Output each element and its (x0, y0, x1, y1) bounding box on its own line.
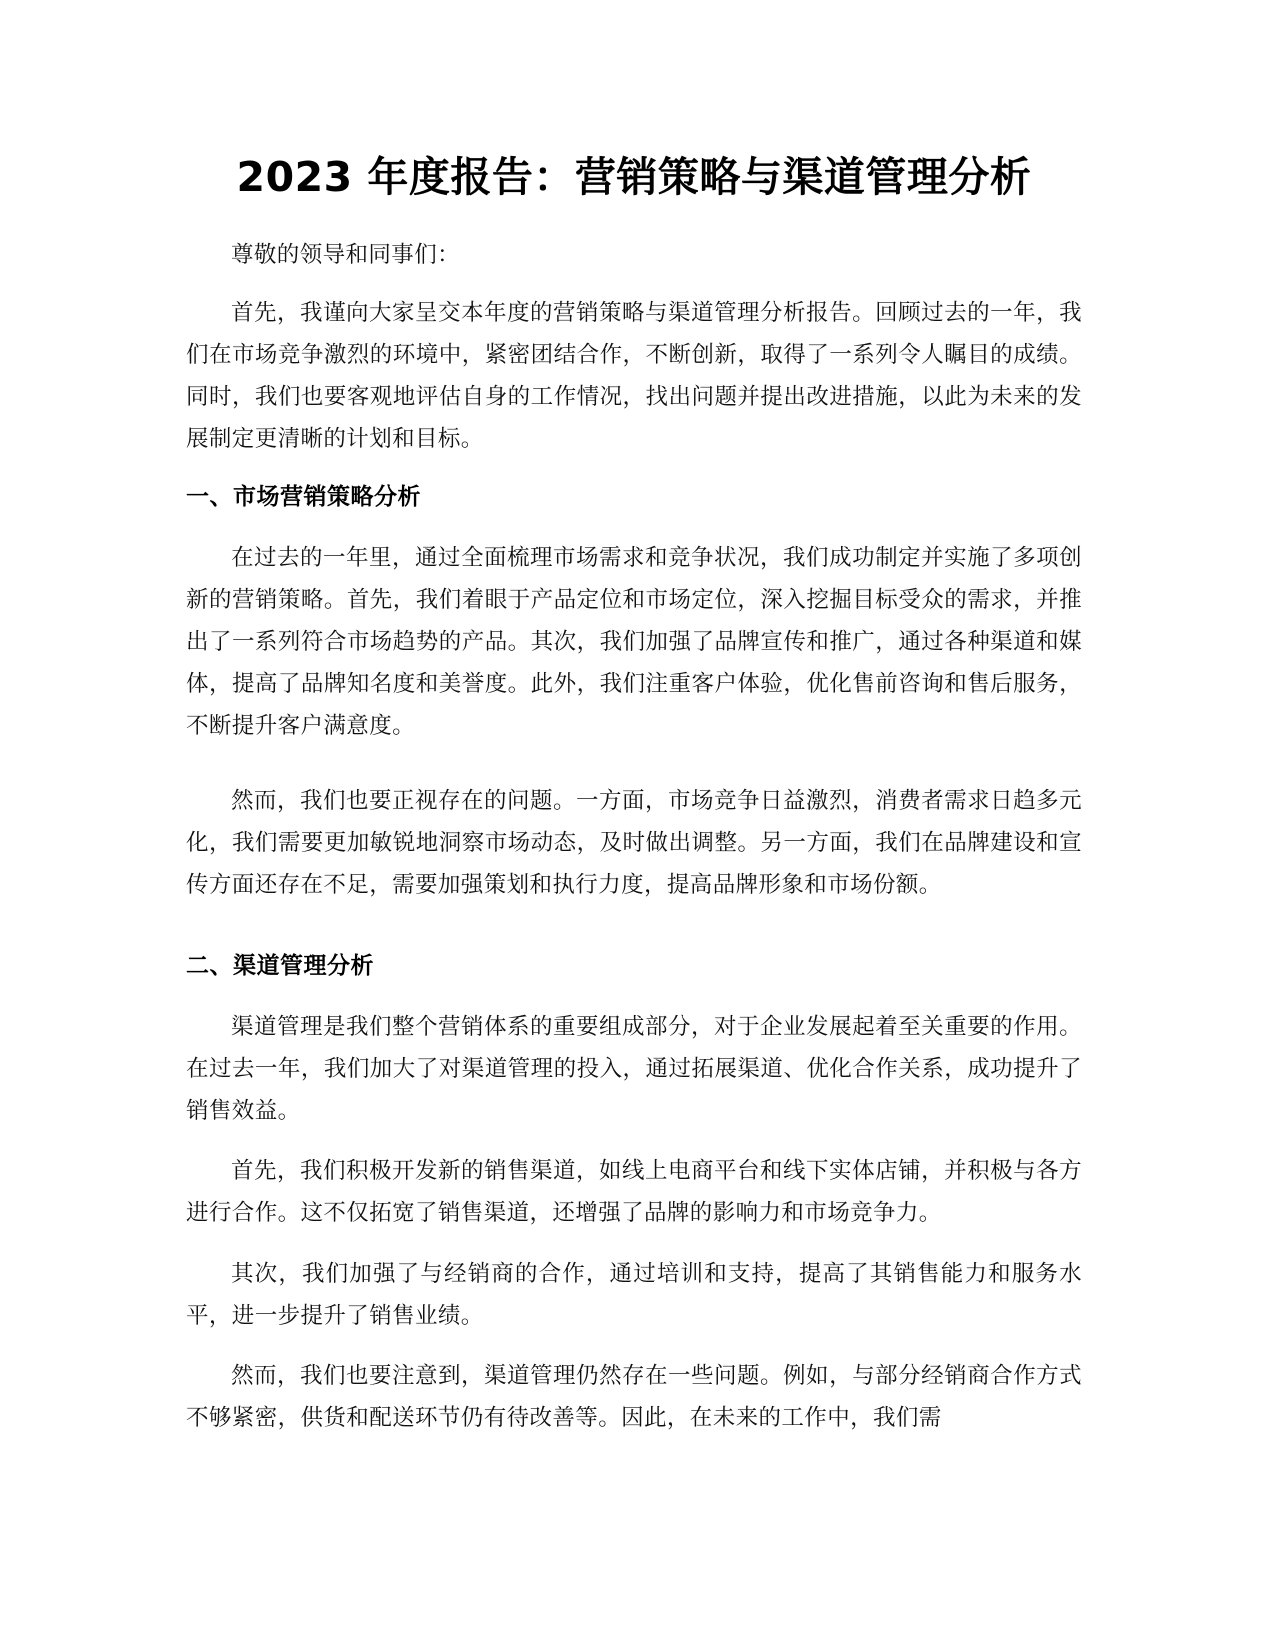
channel-paragraph-3: 其次，我们加强了与经销商的合作，通过培训和支持，提高了其销售能力和服务水平，进一步提升了销售业绩。 (186, 1261, 1082, 1329)
section-heading-channel: 二、渠道管理分析 (186, 953, 374, 979)
marketing-paragraph-1: 在过去的一年里，通过全面梳理市场需求和竞争状况，我们成功制定并实施了多项创新的营销策略。首先，我们着眼于产品定位和市场定位，深入挖掘目标受众的需求，并推出了一系列符合市场趋势的产品。其次，我们加强了品牌宣传和推广，通过各种渠道和媒体，提高了品牌知名度和美誉度。此外，我们注重客户体验，优化售前咨询和售后服务，不断提升客户满意度。 (186, 545, 1082, 739)
marketing-paragraph-2: 然而，我们也要正视存在的问题。一方面，市场竞争日益激烈，消费者需求日趋多元化，我们需要更加敏锐地洞察市场动态，及时做出调整。另一方面，我们在品牌建设和宣传方面还存在不足，需要加强策划和执行力度，提高品牌形象和市场份额。 (186, 788, 1082, 898)
channel-paragraph-1: 渠道管理是我们整个营销体系的重要组成部分，对于企业发展起着至关重要的作用。在过去一年，我们加大了对渠道管理的投入，通过拓展渠道、优化合作关系，成功提升了销售效益。 (186, 1014, 1082, 1124)
document-title: 2023 年度报告：营销策略与渠道管理分析 (236, 153, 1032, 201)
salutation: 尊敬的领导和同事们： (231, 242, 461, 268)
channel-paragraph-4: 然而，我们也要注意到，渠道管理仍然存在一些问题。例如，与部分经销商合作方式不够紧密，供货和配送环节仍有待改善等。因此，在未来的工作中，我们需 (186, 1363, 1082, 1431)
section-heading-marketing: 一、市场营销策略分析 (186, 484, 421, 510)
channel-paragraph-2: 首先，我们积极开发新的销售渠道，如线上电商平台和线下实体店铺，并积极与各方进行合作。这不仅拓宽了销售渠道，还增强了品牌的影响力和市场竞争力。 (186, 1158, 1082, 1226)
intro-paragraph: 首先，我谨向大家呈交本年度的营销策略与渠道管理分析报告。回顾过去的一年，我们在市场竞争激烈的环境中，紧密团结合作，不断创新，取得了一系列令人瞩目的成绩。同时，我们也要客观地评估自身的工作情况，找出问题并提出改进措施，以此为未来的发展制定更清晰的计划和目标。 (186, 300, 1082, 452)
